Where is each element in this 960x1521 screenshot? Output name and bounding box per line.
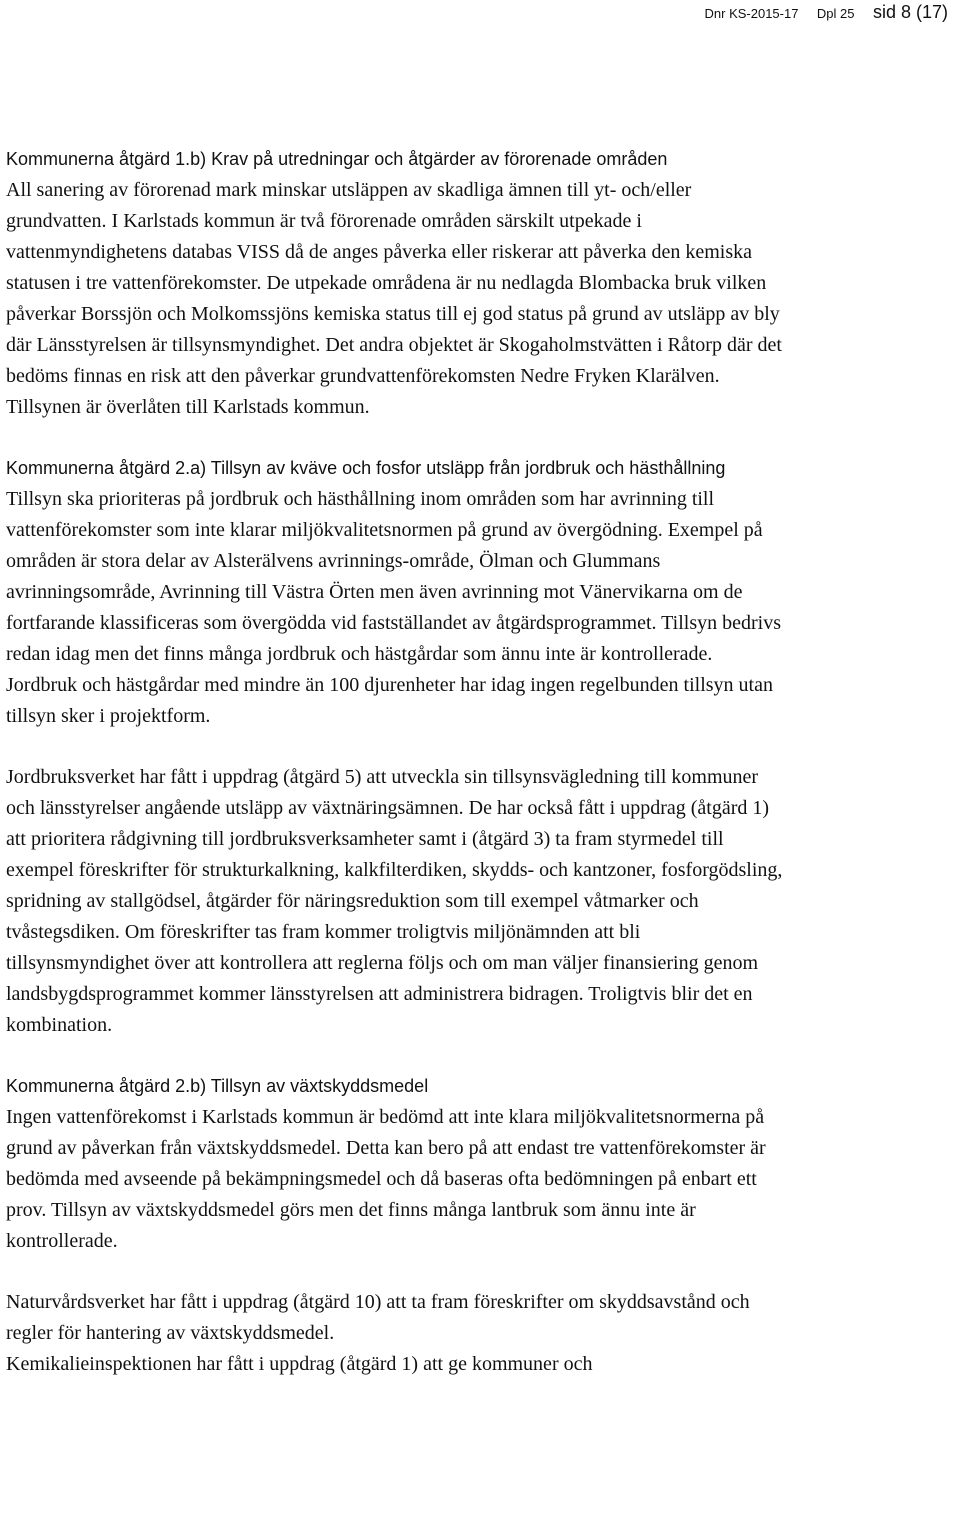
paragraph <box>6 175 786 423</box>
paragraph-lead: All sanering av förorenad mark minskar utsläppen av skadliga ämnen till yt- och/eller grundvatten. <box>6 179 692 232</box>
section-heading: Kommunerna åtgärd 1.b) Krav på utredningar och åtgärder av förorenade områden <box>6 149 668 169</box>
dnr-number: Dnr KS-2015-17 <box>704 6 799 21</box>
dpl-number: Dpl 25 <box>816 6 855 21</box>
page-number: sid 8 (17) <box>872 2 948 22</box>
section-heading: Kommunerna åtgärd 2.b) Tillsyn av växtskyddsmedel <box>6 1076 429 1096</box>
paragraph: Ingen vattenförekomst i Karlstads kommun är bedömd att inte klara miljökvalitetsnormerna på grund av påverkan från växtskyddsmedel. Detta kan bero på att endast tre vattenförekomster är bedömda med avseende på bekämpningsmedel och då baseras ofta bedömningen på enbart ett prov. Tillsyn av växtskyddsmedel görs men det finns många lantbruk som ännu inte är kontrollerade. <box>6 1106 766 1252</box>
page-header <box>705 2 948 23</box>
paragraph: Jordbruksverket har fått i uppdrag (åtgärd 5) att utveckla sin tillsynsvägledning till kommuner och länsstyrelser angående utsläpp av växtnäringsämnen. De har också fått i uppdrag (åtgärd 1) att prioritera rådgivning till jordbruksverksamheter samt i (åtgärd 3) ta fram styrmedel till exempel föreskrifter för strukturkalkning, kalkfilterdiken, skydds- och kantzoner, fosforgödsling, spridning av stallgödsel, åtgärder för näringsreduktion som till exempel våtmarker och tvåstegsdiken. Om föreskrifter tas fram kommer troligtvis miljönämnden att bli tillsynsmyndighet över att kontrollera att reglerna följs och om man väljer finansiering genom landsbygdsprogrammet kommer länsstyrelsen att administrera bidragen. Troligtvis blir det en kombination. <box>6 766 783 1036</box>
paragraph: Kemikalieinspektionen har fått i uppdrag (åtgärd 1) att ge kommuner och <box>6 1353 593 1375</box>
paragraph: Naturvårdsverket har fått i uppdrag (åtgärd 10) att ta fram föreskrifter om skyddsavstånd och regler för hantering av växtskyddsmedel. <box>6 1291 750 1344</box>
document-body <box>6 144 786 1380</box>
section-heading: Kommunerna åtgärd 2.a) Tillsyn av kväve och fosfor utsläpp från jordbruk och hästhållning <box>6 458 726 478</box>
paragraph-text: I Karlstads kommun är två förorenade områden särskilt utpekade i vattenmyndighetens databas VISS då de anges påverka eller riskerar att påverka den kemiska statusen i tre vattenförekomster. De utpekade områdena är nu nedlagda Blombacka bruk vilken påverkar Borssjön och Molkomssjöns kemiska status till ej god status på grund av utsläpp av bly där Länsstyrelsen är tillsynsmyndighet. Det andra objektet är Skogaholmstvätten i Råtorp där det bedöms finnas en risk att den påverkar grundvattenförekomsten Nedre Fryken Klarälven. Tillsynen är överlåten till Karlstads kommun. <box>6 210 782 418</box>
paragraph: Tillsyn ska prioriteras på jordbruk och hästhållning inom områden som har avrinning till vattenförekomster som inte klarar miljökvalitetsnormen på grund av övergödning. Exempel på områden är stora delar av Alsterälvens avrinnings-område, Ölman och Glummans avrinningsområde, Avrinning till Västra Örten men även avrinning mot Vänervikarna om de fortfarande klassificeras som övergödda vid fastställandet av åtgärdsprogrammet. Tillsyn bedrivs redan idag men det finns många jordbruk och hästgårdar som ännu inte är kontrollerade. Jordbruk och hästgårdar med mindre än 100 djurenheter har idag ingen regelbunden tillsyn utan tillsyn sker i projektform. <box>6 488 781 727</box>
